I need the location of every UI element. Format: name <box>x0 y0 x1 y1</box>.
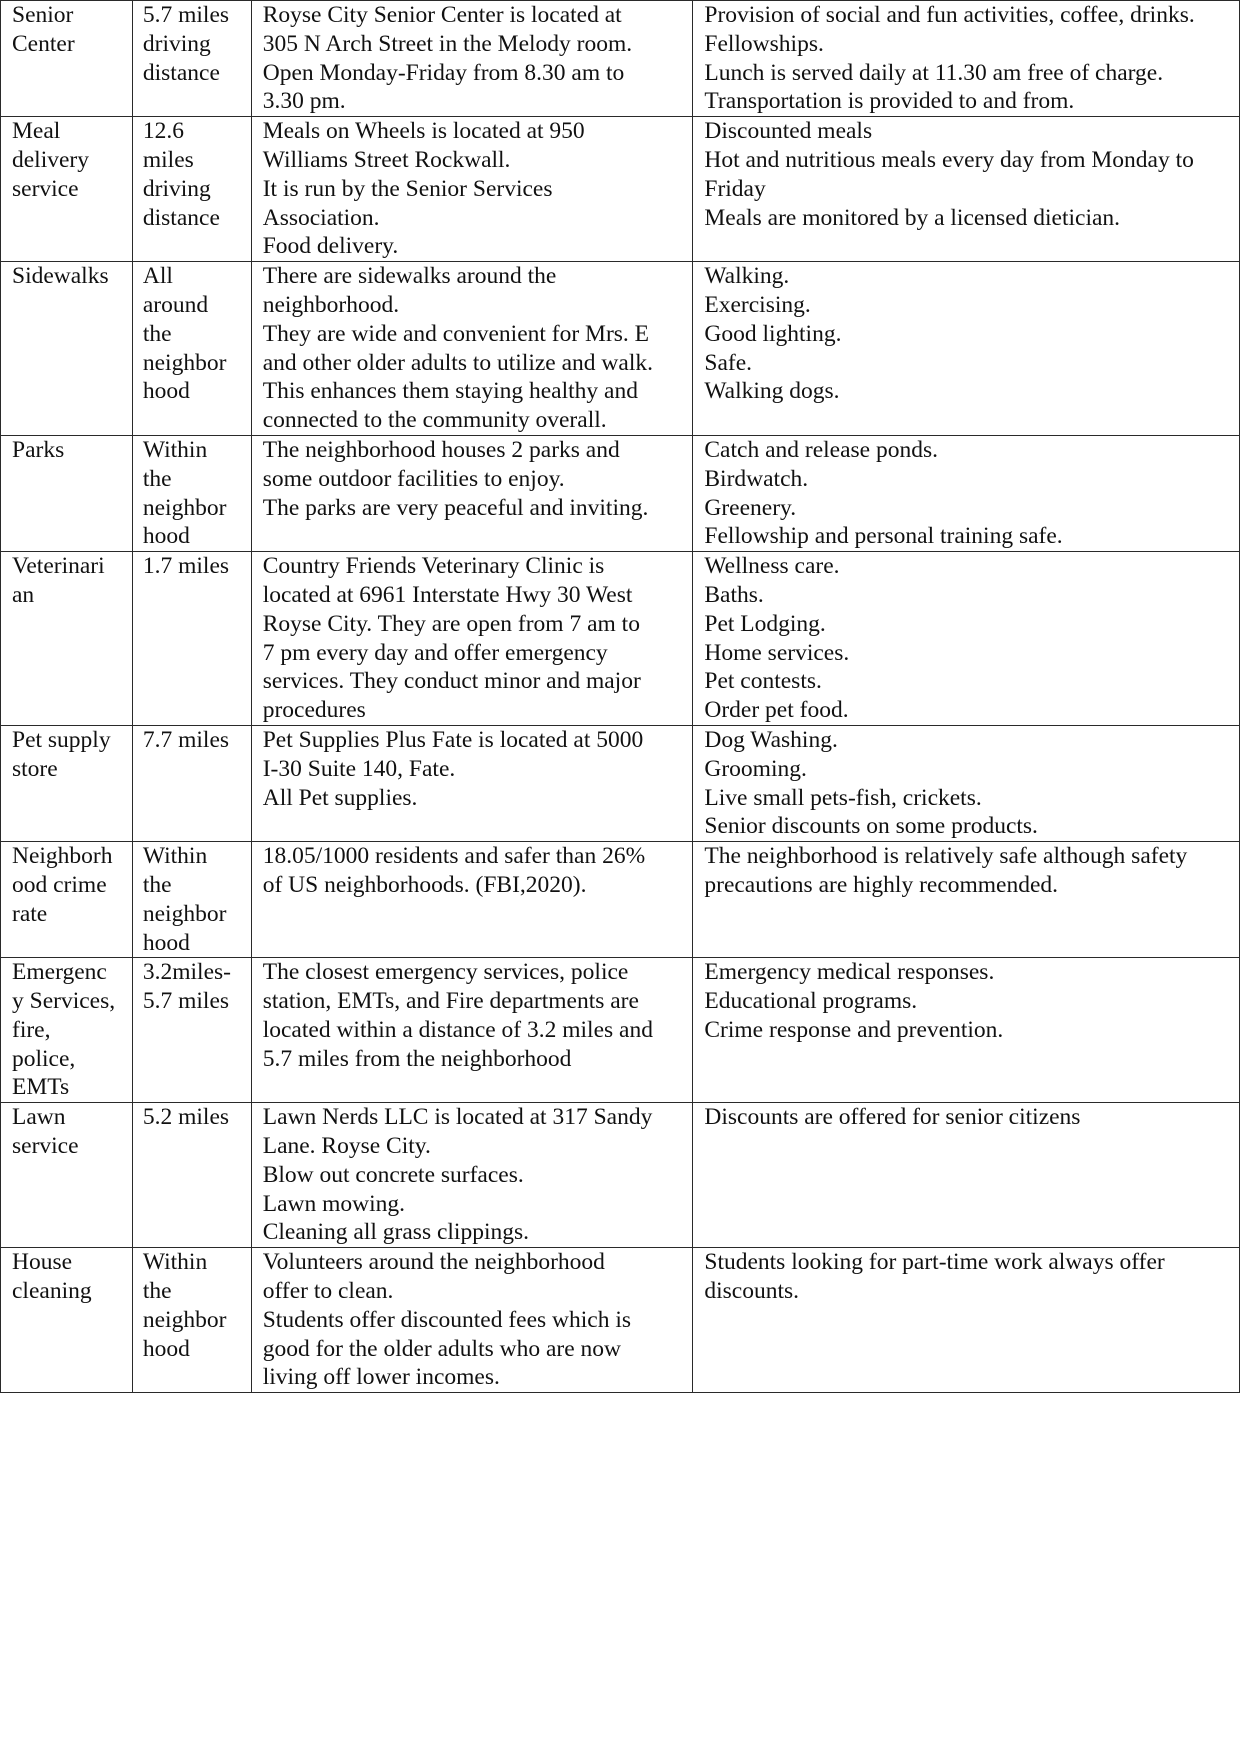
distance-cell-line: neighbor <box>142 494 227 521</box>
description-cell-line: All Pet supplies. <box>262 784 418 811</box>
distance-cell-line: the <box>142 1278 172 1305</box>
description-cell-line: Meals on Wheels is located at 950 <box>262 118 585 145</box>
distance-cell-line: 5.7 miles <box>142 988 230 1015</box>
table-row <box>1 1248 1240 1393</box>
distance-cell <box>132 725 251 841</box>
services-cell-line: Catch and release ponds. <box>704 436 938 463</box>
distance-cell-line: hood <box>142 1335 190 1362</box>
services-cell <box>693 1103 1240 1248</box>
resource-cell-line: Emergenc <box>12 959 107 986</box>
table-row <box>1 262 1240 436</box>
services-cell-line: Dog Washing. <box>704 726 838 753</box>
services-cell-line: Baths. <box>704 581 764 608</box>
services-cell-line: Hot and nutritious meals every day from Monday to <box>704 146 1194 173</box>
distance-cell-line: neighbor <box>142 1306 227 1333</box>
distance-cell-line: Within <box>142 436 208 463</box>
description-cell-line: some outdoor facilities to enjoy. <box>262 465 565 492</box>
services-cell-line: The neighborhood is relatively safe although safety <box>704 843 1188 870</box>
description-cell <box>251 1103 693 1248</box>
resource-cell-line: service <box>12 1133 79 1160</box>
resource-cell <box>1 435 133 551</box>
resource-cell-line: delivery <box>12 146 89 173</box>
description-cell-line: Williams Street Rockwall. <box>262 146 511 173</box>
description-cell-line: Country Friends Veterinary Clinic is <box>262 553 605 580</box>
services-cell <box>693 262 1240 436</box>
description-cell-line: Royse City. They are open from 7 am to <box>262 610 640 637</box>
description-cell-line: procedures <box>262 697 366 724</box>
distance-cell-line: driving <box>142 175 211 202</box>
services-cell-line: Wellness care. <box>704 553 840 580</box>
description-cell-line: station, EMTs, and Fire departments are <box>262 988 639 1015</box>
services-cell-line: Discounts are offered for senior citizens <box>704 1104 1081 1131</box>
services-cell-line: Safe. <box>704 349 753 376</box>
distance-cell-line: Within <box>142 1249 208 1276</box>
description-cell-line: offer to clean. <box>262 1278 394 1305</box>
table-row <box>1 725 1240 841</box>
services-cell-line: Walking. <box>704 263 790 290</box>
resource-cell-line: Lawn <box>12 1104 66 1131</box>
services-cell <box>693 435 1240 551</box>
resource-cell-line: Senior <box>12 2 74 28</box>
services-cell-line: Senior discounts on some products. <box>704 813 1038 840</box>
services-cell-line: Walking dogs. <box>704 378 840 405</box>
services-cell-line: Lunch is served daily at 11.30 am free of charge. <box>704 59 1164 86</box>
services-cell-line: Greenery. <box>704 494 797 521</box>
resource-cell <box>1 1 133 117</box>
description-cell-line: located at 6961 Interstate Hwy 30 West <box>262 581 633 608</box>
distance-cell-line: 12.6 <box>142 118 184 145</box>
distance-cell-line: 3.2miles- <box>142 959 231 986</box>
distance-cell <box>132 1103 251 1248</box>
distance-cell <box>132 958 251 1103</box>
description-cell-line: good for the older adults who are now <box>262 1335 622 1362</box>
resource-cell-line: Center <box>12 30 75 57</box>
resource-cell-line: police, <box>12 1045 76 1072</box>
description-cell-line: It is run by the Senior Services <box>262 175 553 202</box>
table-row <box>1 1103 1240 1248</box>
resource-cell <box>1 117 133 262</box>
distance-cell-line: distance <box>142 59 220 86</box>
description-cell-line: Lawn mowing. <box>262 1190 406 1217</box>
description-cell-line: living off lower incomes. <box>262 1364 500 1391</box>
services-cell <box>693 1 1240 117</box>
description-cell-line: Students offer discounted fees which is <box>262 1306 632 1333</box>
distance-cell <box>132 117 251 262</box>
services-cell <box>693 552 1240 726</box>
description-cell-line: Blow out concrete surfaces. <box>262 1161 524 1188</box>
distance-cell-line: 7.7 miles <box>142 726 230 753</box>
description-cell <box>251 842 693 958</box>
distance-cell-line: the <box>142 871 172 898</box>
description-cell-line: The closest emergency services, police <box>262 959 629 986</box>
description-cell <box>251 725 693 841</box>
services-cell-line: Emergency medical responses. <box>704 959 995 986</box>
description-cell-line: I-30 Suite 140, Fate. <box>262 755 456 782</box>
description-cell <box>251 262 693 436</box>
table-row <box>1 117 1240 262</box>
services-cell <box>693 117 1240 262</box>
distance-cell-line: distance <box>142 204 220 231</box>
description-cell-line: Royse City Senior Center is located at <box>262 2 622 28</box>
description-cell-line: 305 N Arch Street in the Melody room. <box>262 30 633 57</box>
services-cell-line: Live small pets-fish, crickets. <box>704 784 982 811</box>
resource-cell-line: Neighborh <box>12 843 113 870</box>
distance-cell-line: hood <box>142 523 190 550</box>
resource-cell-line: House <box>12 1249 73 1276</box>
resource-cell-line: rate <box>12 900 48 927</box>
distance-cell-line: miles <box>142 146 194 173</box>
distance-cell <box>132 1248 251 1393</box>
services-cell-line: Discounted meals <box>704 118 873 145</box>
distance-cell-line: the <box>142 465 172 492</box>
distance-cell-line: Within <box>142 843 208 870</box>
table-row <box>1 958 1240 1103</box>
resource-cell-line: Veterinari <box>12 553 105 580</box>
description-cell-line: Volunteers around the neighborhood <box>262 1249 605 1276</box>
services-cell-line: Good lighting. <box>704 320 842 347</box>
resource-cell-line: ood crime <box>12 871 107 898</box>
description-cell-line: services. They conduct minor and major <box>262 668 641 695</box>
distance-cell-line: driving <box>142 30 211 57</box>
distance-cell <box>132 552 251 726</box>
description-cell-line: connected to the community overall. <box>262 407 607 434</box>
resource-cell-line: service <box>12 175 79 202</box>
description-cell-line: Cleaning all grass clippings. <box>262 1219 530 1246</box>
resource-cell <box>1 1248 133 1393</box>
description-cell-line: This enhances them staying healthy and <box>262 378 638 405</box>
description-cell-line: They are wide and convenient for Mrs. E <box>262 320 650 347</box>
description-cell-line: Lawn Nerds LLC is located at 317 Sandy <box>262 1104 653 1131</box>
resource-cell <box>1 1103 133 1248</box>
resource-cell-line: an <box>12 581 35 608</box>
description-cell <box>251 435 693 551</box>
distance-cell-line: 5.7 miles <box>142 2 230 28</box>
resource-cell-line: y Services, <box>12 988 116 1015</box>
distance-cell <box>132 262 251 436</box>
description-cell-line: Open Monday-Friday from 8.30 am to <box>262 59 625 86</box>
description-cell-line: of US neighborhoods. (FBI,2020). <box>262 871 587 898</box>
table-row <box>1 552 1240 726</box>
services-cell-line: Pet contests. <box>704 668 822 695</box>
services-cell-line: Grooming. <box>704 755 807 782</box>
description-cell-line: Food delivery. <box>262 233 399 260</box>
description-cell-line: Pet Supplies Plus Fate is located at 5000 <box>262 726 644 753</box>
services-cell-line: Birdwatch. <box>704 465 809 492</box>
description-cell-line: Lane. Royse City. <box>262 1133 431 1160</box>
distance-cell-line: the <box>142 320 172 347</box>
description-cell-line: 18.05/1000 residents and safer than 26% <box>262 843 646 870</box>
services-cell-line: Pet Lodging. <box>704 610 826 637</box>
table-row <box>1 1 1240 117</box>
services-cell <box>693 1248 1240 1393</box>
distance-cell-line: All <box>142 263 173 290</box>
description-cell-line: and other older adults to utilize and walk. <box>262 349 653 376</box>
description-cell <box>251 1 693 117</box>
services-cell-line: Transportation is provided to and from. <box>704 88 1075 115</box>
services-cell-line: Students looking for part-time work always offer <box>704 1249 1165 1276</box>
description-cell-line: neighborhood. <box>262 291 400 318</box>
distance-cell <box>132 842 251 958</box>
resource-cell <box>1 552 133 726</box>
services-cell-line: Provision of social and fun activities, coffee, drinks. <box>704 2 1195 28</box>
services-cell-line: Order pet food. <box>704 697 849 724</box>
description-cell-line: 3.30 pm. <box>262 88 346 115</box>
distance-cell-line: neighbor <box>142 349 227 376</box>
services-cell-line: discounts. <box>704 1278 800 1305</box>
resource-cell-line: cleaning <box>12 1278 92 1305</box>
distance-cell <box>132 1 251 117</box>
description-cell <box>251 552 693 726</box>
services-cell <box>693 725 1240 841</box>
services-cell-line: Friday <box>704 175 766 202</box>
resource-cell-line: fire, <box>12 1016 51 1043</box>
services-cell <box>693 958 1240 1103</box>
services-cell-line: Crime response and prevention. <box>704 1016 1004 1043</box>
services-cell-line: Home services. <box>704 639 850 666</box>
table-row <box>1 435 1240 551</box>
resource-cell <box>1 842 133 958</box>
services-cell-line: Fellowship and personal training safe. <box>704 523 1063 550</box>
resource-cell-line: store <box>12 755 58 782</box>
services-cell-line: Fellowships. <box>704 30 824 57</box>
resource-cell-line: Pet supply <box>12 726 111 753</box>
services-cell-line: Educational programs. <box>704 988 918 1015</box>
resource-cell <box>1 262 133 436</box>
description-cell-line: The parks are very peaceful and inviting. <box>262 494 649 521</box>
description-cell <box>251 117 693 262</box>
distance-cell-line: hood <box>142 929 190 956</box>
distance-cell-line: 5.2 miles <box>142 1104 230 1131</box>
services-cell <box>693 842 1240 958</box>
description-cell-line: The neighborhood houses 2 parks and <box>262 436 620 463</box>
resource-cell-line: Meal <box>12 118 61 145</box>
services-cell-line: Exercising. <box>704 291 811 318</box>
description-cell-line: located within a distance of 3.2 miles and <box>262 1016 653 1043</box>
distance-cell-line: around <box>142 291 209 318</box>
resource-cell <box>1 958 133 1103</box>
description-cell-line: 5.7 miles from the neighborhood <box>262 1045 572 1072</box>
distance-cell-line: hood <box>142 378 190 405</box>
services-cell-line: precautions are highly recommended. <box>704 871 1059 898</box>
resource-cell-line: Sidewalks <box>12 263 109 290</box>
table-row <box>1 842 1240 958</box>
distance-cell-line: 1.7 miles <box>142 553 230 580</box>
resource-cell-line: Parks <box>12 436 65 463</box>
description-cell-line: There are sidewalks around the <box>262 263 557 290</box>
resource-cell <box>1 725 133 841</box>
services-cell-line: Meals are monitored by a licensed dietician. <box>704 204 1121 231</box>
description-cell <box>251 958 693 1103</box>
description-cell-line: 7 pm every day and offer emergency <box>262 639 608 666</box>
distance-cell-line: neighbor <box>142 900 227 927</box>
description-cell <box>251 1248 693 1393</box>
resources-table-body <box>1 1 1240 1393</box>
resource-cell-line: EMTs <box>12 1074 70 1101</box>
distance-cell <box>132 435 251 551</box>
description-cell-line: Association. <box>262 204 380 231</box>
